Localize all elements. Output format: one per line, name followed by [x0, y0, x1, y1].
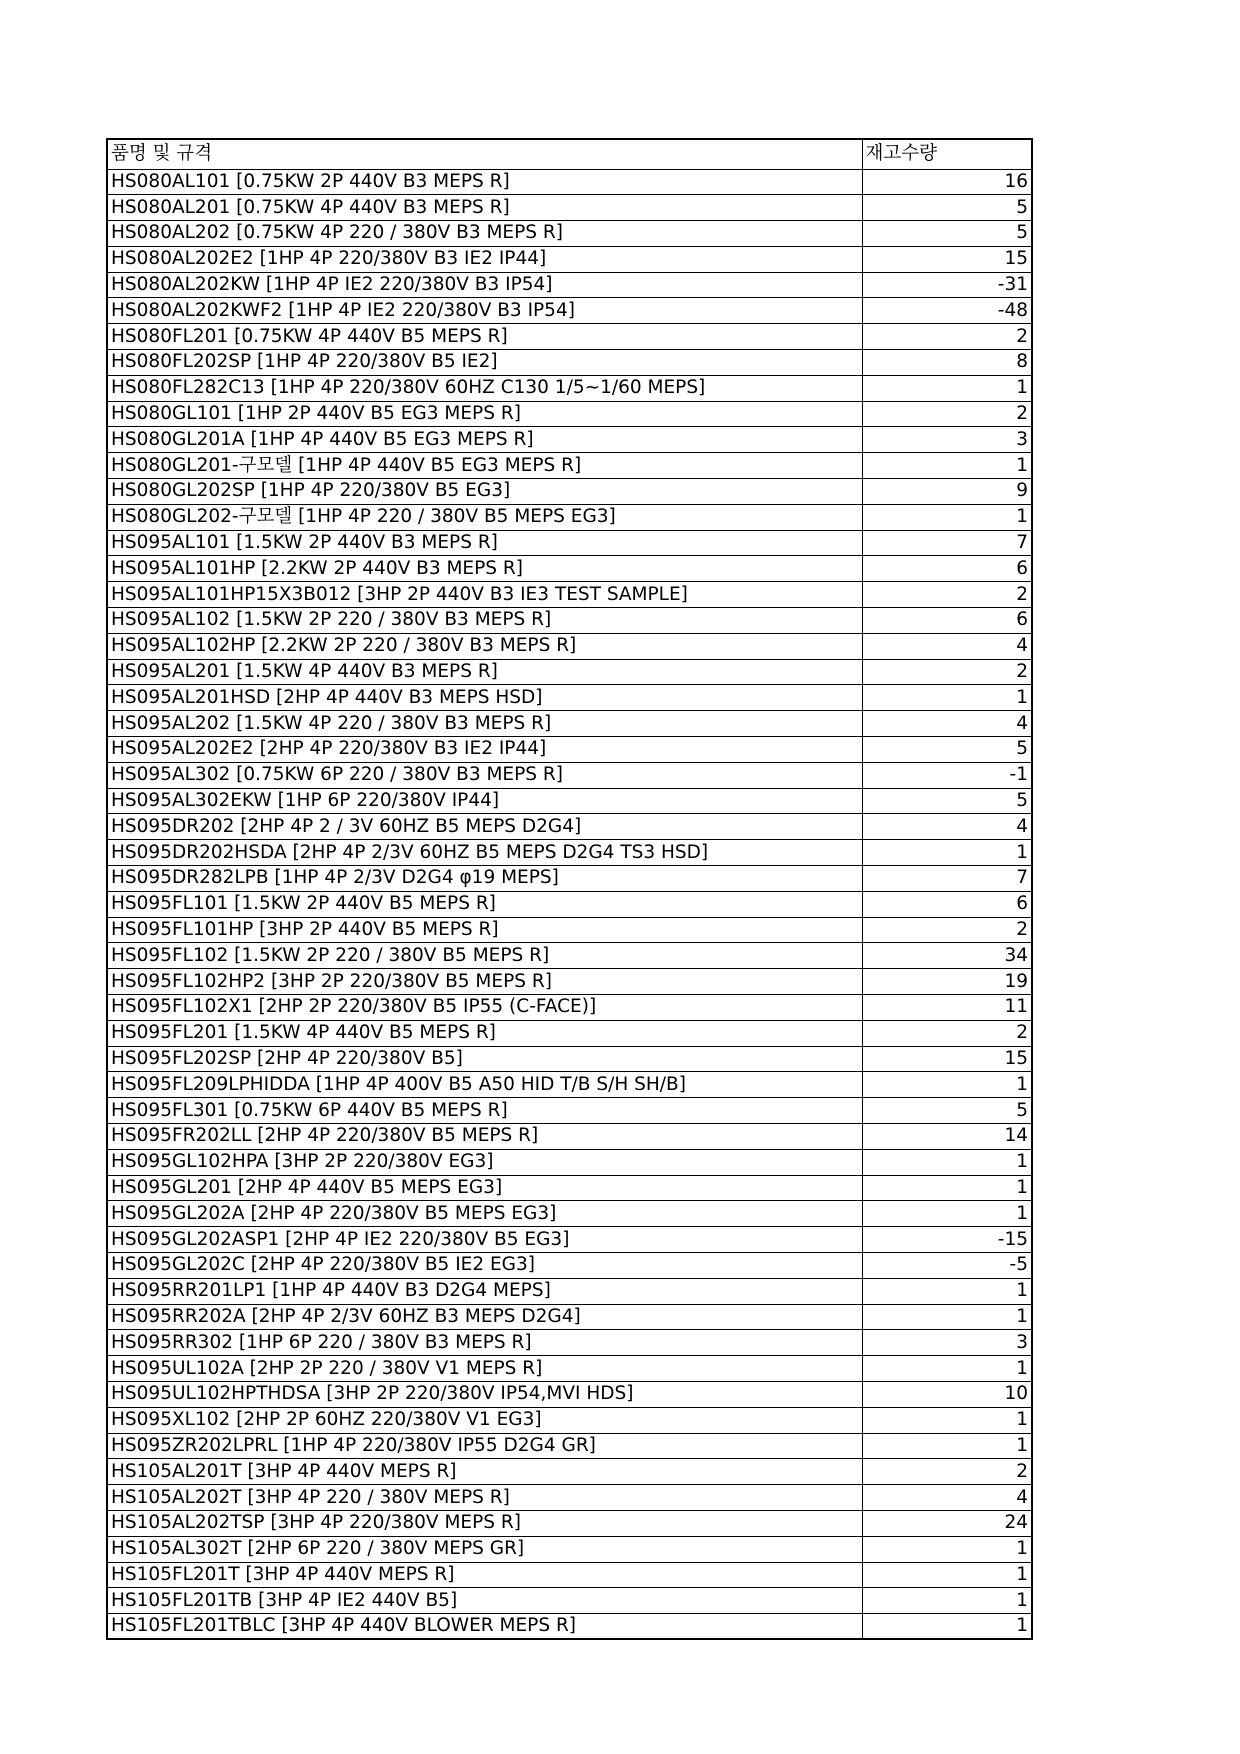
product-name-cell: HS080GL201-구모델 [1HP 4P 440V B5 EG3 MEPS R] — [107, 453, 862, 479]
table-row — [107, 1407, 1032, 1433]
table-row — [107, 453, 1032, 479]
product-name-cell: HS095AL202E2 [2HP 4P 220/380V B3 IE2 IP44] — [107, 737, 862, 763]
table-row — [107, 298, 1032, 324]
table-row — [107, 1278, 1032, 1304]
product-name-cell: HS080AL202E2 [1HP 4P 220/380V B3 IE2 IP44] — [107, 246, 862, 272]
stock-quantity-cell: 3 — [862, 427, 1032, 453]
stock-quantity-cell: 2 — [862, 659, 1032, 685]
product-name-cell: HS095AL302 [0.75KW 6P 220 / 380V B3 MEPS R] — [107, 762, 862, 788]
table-row — [107, 246, 1032, 272]
product-name-cell: HS080AL202KWF2 [1HP 4P IE2 220/380V B3 IP54] — [107, 298, 862, 324]
product-name-cell: HS095ZR202LPRL [1HP 4P 220/380V IP55 D2G4 GR] — [107, 1433, 862, 1459]
product-name-cell: HS095GL201 [2HP 4P 440V B5 MEPS EG3] — [107, 1175, 862, 1201]
stock-quantity-cell: 7 — [862, 866, 1032, 892]
stock-quantity-cell: 4 — [862, 711, 1032, 737]
product-name-cell: HS095RR201LP1 [1HP 4P 440V B3 D2G4 MEPS] — [107, 1278, 862, 1304]
table-row — [107, 762, 1032, 788]
table-row — [107, 608, 1032, 634]
table-row — [107, 221, 1032, 247]
stock-quantity-cell: 1 — [862, 1407, 1032, 1433]
product-name-cell: HS095AL202 [1.5KW 4P 220 / 380V B3 MEPS R] — [107, 711, 862, 737]
table-row — [107, 1227, 1032, 1253]
column-header-name: 품명 및 규격 — [107, 139, 862, 169]
product-name-cell: HS095DR282LPB [1HP 4P 2/3V D2G4 φ19 MEPS] — [107, 866, 862, 892]
table-row — [107, 1510, 1032, 1536]
table-row — [107, 995, 1032, 1021]
stock-quantity-cell: 3 — [862, 1330, 1032, 1356]
stock-quantity-cell: 5 — [862, 221, 1032, 247]
stock-quantity-cell: -1 — [862, 762, 1032, 788]
stock-quantity-cell: 11 — [862, 995, 1032, 1021]
stock-quantity-cell: 5 — [862, 195, 1032, 221]
stock-quantity-cell: 1 — [862, 1278, 1032, 1304]
product-name-cell: HS105AL302T [2HP 6P 220 / 380V MEPS GR] — [107, 1536, 862, 1562]
stock-quantity-cell: 15 — [862, 246, 1032, 272]
product-name-cell: HS095AL201 [1.5KW 4P 440V B3 MEPS R] — [107, 659, 862, 685]
product-name-cell: HS095AL101HP [2.2KW 2P 440V B3 MEPS R] — [107, 556, 862, 582]
stock-quantity-cell: 6 — [862, 891, 1032, 917]
product-name-cell: HS095AL102 [1.5KW 2P 220 / 380V B3 MEPS R] — [107, 608, 862, 634]
product-name-cell: HS080FL201 [0.75KW 4P 440V B5 MEPS R] — [107, 324, 862, 350]
table-row — [107, 788, 1032, 814]
stock-quantity-cell: 8 — [862, 350, 1032, 376]
stock-quantity-cell: 1 — [862, 1356, 1032, 1382]
stock-quantity-cell: 1 — [862, 1149, 1032, 1175]
stock-quantity-cell: 14 — [862, 1123, 1032, 1149]
stock-quantity-cell: 1 — [862, 504, 1032, 530]
product-name-cell: HS095DR202HSDA [2HP 4P 2/3V 60HZ B5 MEPS D2G4 TS3 HSD] — [107, 840, 862, 866]
product-name-cell: HS095AL201HSD [2HP 4P 440V B3 MEPS HSD] — [107, 685, 862, 711]
table-row — [107, 1459, 1032, 1485]
stock-quantity-cell: 2 — [862, 917, 1032, 943]
product-name-cell: HS095FL101 [1.5KW 2P 440V B5 MEPS R] — [107, 891, 862, 917]
product-name-cell: HS095GL202ASP1 [2HP 4P IE2 220/380V B5 EG3] — [107, 1227, 862, 1253]
stock-quantity-cell: 5 — [862, 737, 1032, 763]
stock-quantity-cell: 2 — [862, 401, 1032, 427]
table-row — [107, 1046, 1032, 1072]
table-header-row — [107, 139, 1032, 169]
product-name-cell: HS095FL301 [0.75KW 6P 440V B5 MEPS R] — [107, 1098, 862, 1124]
stock-quantity-cell: 1 — [862, 453, 1032, 479]
inventory-sheet — [106, 138, 1031, 1640]
stock-quantity-cell: 1 — [862, 375, 1032, 401]
table-row — [107, 1536, 1032, 1562]
stock-quantity-cell: 1 — [862, 1536, 1032, 1562]
table-row — [107, 814, 1032, 840]
table-row — [107, 1072, 1032, 1098]
table-row — [107, 1588, 1032, 1614]
product-name-cell: HS095FL102HP2 [3HP 2P 220/380V B5 MEPS R] — [107, 969, 862, 995]
product-name-cell: HS080AL201 [0.75KW 4P 440V B3 MEPS R] — [107, 195, 862, 221]
table-row — [107, 1356, 1032, 1382]
table-row — [107, 891, 1032, 917]
stock-quantity-cell: 1 — [862, 840, 1032, 866]
product-name-cell: HS095FL209LPHIDDA [1HP 4P 400V B5 A50 HID T/B S/H SH/B] — [107, 1072, 862, 1098]
product-name-cell: HS095AL101 [1.5KW 2P 440V B3 MEPS R] — [107, 530, 862, 556]
table-row — [107, 1485, 1032, 1511]
table-row — [107, 556, 1032, 582]
product-name-cell: HS095FL102 [1.5KW 2P 220 / 380V B5 MEPS R] — [107, 943, 862, 969]
table-row — [107, 427, 1032, 453]
stock-quantity-cell: 1 — [862, 1562, 1032, 1588]
stock-quantity-cell: 5 — [862, 1098, 1032, 1124]
table-row — [107, 272, 1032, 298]
table-row — [107, 737, 1032, 763]
product-name-cell: HS095RR202A [2HP 4P 2/3V 60HZ B3 MEPS D2G4] — [107, 1304, 862, 1330]
table-row — [107, 195, 1032, 221]
product-name-cell: HS105AL201T [3HP 4P 440V MEPS R] — [107, 1459, 862, 1485]
table-row — [107, 324, 1032, 350]
table-row — [107, 943, 1032, 969]
stock-quantity-cell: 1 — [862, 1072, 1032, 1098]
stock-quantity-cell: 9 — [862, 479, 1032, 505]
stock-quantity-cell: 24 — [862, 1510, 1032, 1536]
stock-quantity-cell: 4 — [862, 814, 1032, 840]
table-row — [107, 1123, 1032, 1149]
product-name-cell: HS095RR302 [1HP 6P 220 / 380V B3 MEPS R] — [107, 1330, 862, 1356]
column-header-quantity: 재고수량 — [862, 139, 1032, 169]
table-row — [107, 685, 1032, 711]
product-name-cell: HS095FL102X1 [2HP 2P 220/380V B5 IP55 (C-FACE)] — [107, 995, 862, 1021]
stock-quantity-cell: 2 — [862, 1020, 1032, 1046]
product-name-cell: HS095FR202LL [2HP 4P 220/380V B5 MEPS R] — [107, 1123, 862, 1149]
table-row — [107, 1252, 1032, 1278]
table-row — [107, 582, 1032, 608]
product-name-cell: HS095UL102HPTHDSA [3HP 2P 220/380V IP54,MVI HDS] — [107, 1381, 862, 1407]
stock-quantity-cell: 1 — [862, 1614, 1032, 1640]
stock-quantity-cell: 1 — [862, 1588, 1032, 1614]
stock-quantity-cell: -15 — [862, 1227, 1032, 1253]
stock-quantity-cell: 2 — [862, 1459, 1032, 1485]
stock-quantity-cell: -48 — [862, 298, 1032, 324]
table-row — [107, 530, 1032, 556]
stock-quantity-cell: 1 — [862, 1175, 1032, 1201]
stock-quantity-cell: 19 — [862, 969, 1032, 995]
product-name-cell: HS095GL102HPA [3HP 2P 220/380V EG3] — [107, 1149, 862, 1175]
stock-quantity-cell: 6 — [862, 608, 1032, 634]
product-name-cell: HS105FL201T [3HP 4P 440V MEPS R] — [107, 1562, 862, 1588]
table-row — [107, 1330, 1032, 1356]
table-row — [107, 1175, 1032, 1201]
table-row — [107, 1020, 1032, 1046]
product-name-cell: HS080GL101 [1HP 2P 440V B5 EG3 MEPS R] — [107, 401, 862, 427]
table-row — [107, 1304, 1032, 1330]
stock-quantity-cell: -5 — [862, 1252, 1032, 1278]
table-row — [107, 840, 1032, 866]
product-name-cell: HS095AL302EKW [1HP 6P 220/380V IP44] — [107, 788, 862, 814]
product-name-cell: HS080AL202KW [1HP 4P IE2 220/380V B3 IP54] — [107, 272, 862, 298]
product-name-cell: HS080AL101 [0.75KW 2P 440V B3 MEPS R] — [107, 169, 862, 195]
product-name-cell: HS095FL101HP [3HP 2P 440V B5 MEPS R] — [107, 917, 862, 943]
stock-quantity-cell: 7 — [862, 530, 1032, 556]
table-row — [107, 659, 1032, 685]
table-row — [107, 917, 1032, 943]
stock-quantity-cell: 2 — [862, 324, 1032, 350]
product-name-cell: HS095FL201 [1.5KW 4P 440V B5 MEPS R] — [107, 1020, 862, 1046]
inventory-table — [106, 138, 1033, 1640]
stock-quantity-cell: 5 — [862, 788, 1032, 814]
table-row — [107, 350, 1032, 376]
product-name-cell: HS095GL202A [2HP 4P 220/380V B5 MEPS EG3] — [107, 1201, 862, 1227]
product-name-cell: HS080FL202SP [1HP 4P 220/380V B5 IE2] — [107, 350, 862, 376]
stock-quantity-cell: 1 — [862, 1201, 1032, 1227]
stock-quantity-cell: 34 — [862, 943, 1032, 969]
table-row — [107, 1381, 1032, 1407]
product-name-cell: HS105AL202T [3HP 4P 220 / 380V MEPS R] — [107, 1485, 862, 1511]
table-row — [107, 479, 1032, 505]
stock-quantity-cell: 4 — [862, 1485, 1032, 1511]
stock-quantity-cell: 15 — [862, 1046, 1032, 1072]
product-name-cell: HS095FL202SP [2HP 4P 220/380V B5] — [107, 1046, 862, 1072]
stock-quantity-cell: 1 — [862, 1433, 1032, 1459]
table-row — [107, 711, 1032, 737]
table-row — [107, 1149, 1032, 1175]
stock-quantity-cell: 2 — [862, 582, 1032, 608]
product-name-cell: HS095DR202 [2HP 4P 2 / 3V 60HZ B5 MEPS D2G4] — [107, 814, 862, 840]
product-name-cell: HS095GL202C [2HP 4P 220/380V B5 IE2 EG3] — [107, 1252, 862, 1278]
table-row — [107, 1614, 1032, 1640]
stock-quantity-cell: 6 — [862, 556, 1032, 582]
product-name-cell: HS095AL102HP [2.2KW 2P 220 / 380V B3 MEPS R] — [107, 633, 862, 659]
stock-quantity-cell: 1 — [862, 685, 1032, 711]
stock-quantity-cell: -31 — [862, 272, 1032, 298]
product-name-cell: HS105FL201TBLC [3HP 4P 440V BLOWER MEPS R] — [107, 1614, 862, 1640]
table-row — [107, 375, 1032, 401]
table-body — [107, 169, 1032, 1639]
table-row — [107, 401, 1032, 427]
stock-quantity-cell: 16 — [862, 169, 1032, 195]
product-name-cell: HS080AL202 [0.75KW 4P 220 / 380V B3 MEPS R] — [107, 221, 862, 247]
product-name-cell: HS080GL201A [1HP 4P 440V B5 EG3 MEPS R] — [107, 427, 862, 453]
table-row — [107, 504, 1032, 530]
product-name-cell: HS095UL102A [2HP 2P 220 / 380V V1 MEPS R] — [107, 1356, 862, 1382]
table-row — [107, 169, 1032, 195]
product-name-cell: HS105AL202TSP [3HP 4P 220/380V MEPS R] — [107, 1510, 862, 1536]
stock-quantity-cell: 4 — [862, 633, 1032, 659]
product-name-cell: HS105FL201TB [3HP 4P IE2 440V B5] — [107, 1588, 862, 1614]
table-row — [107, 633, 1032, 659]
table-row — [107, 1201, 1032, 1227]
stock-quantity-cell: 1 — [862, 1304, 1032, 1330]
table-row — [107, 1433, 1032, 1459]
product-name-cell: HS080GL202SP [1HP 4P 220/380V B5 EG3] — [107, 479, 862, 505]
product-name-cell: HS095AL101HP15X3B012 [3HP 2P 440V B3 IE3 TEST SAMPLE] — [107, 582, 862, 608]
table-row — [107, 1562, 1032, 1588]
table-row — [107, 1098, 1032, 1124]
product-name-cell: HS095XL102 [2HP 2P 60HZ 220/380V V1 EG3] — [107, 1407, 862, 1433]
product-name-cell: HS080GL202-구모델 [1HP 4P 220 / 380V B5 MEPS EG3] — [107, 504, 862, 530]
table-row — [107, 866, 1032, 892]
stock-quantity-cell: 10 — [862, 1381, 1032, 1407]
product-name-cell: HS080FL282C13 [1HP 4P 220/380V 60HZ C130 1/5~1/60 MEPS] — [107, 375, 862, 401]
table-row — [107, 969, 1032, 995]
